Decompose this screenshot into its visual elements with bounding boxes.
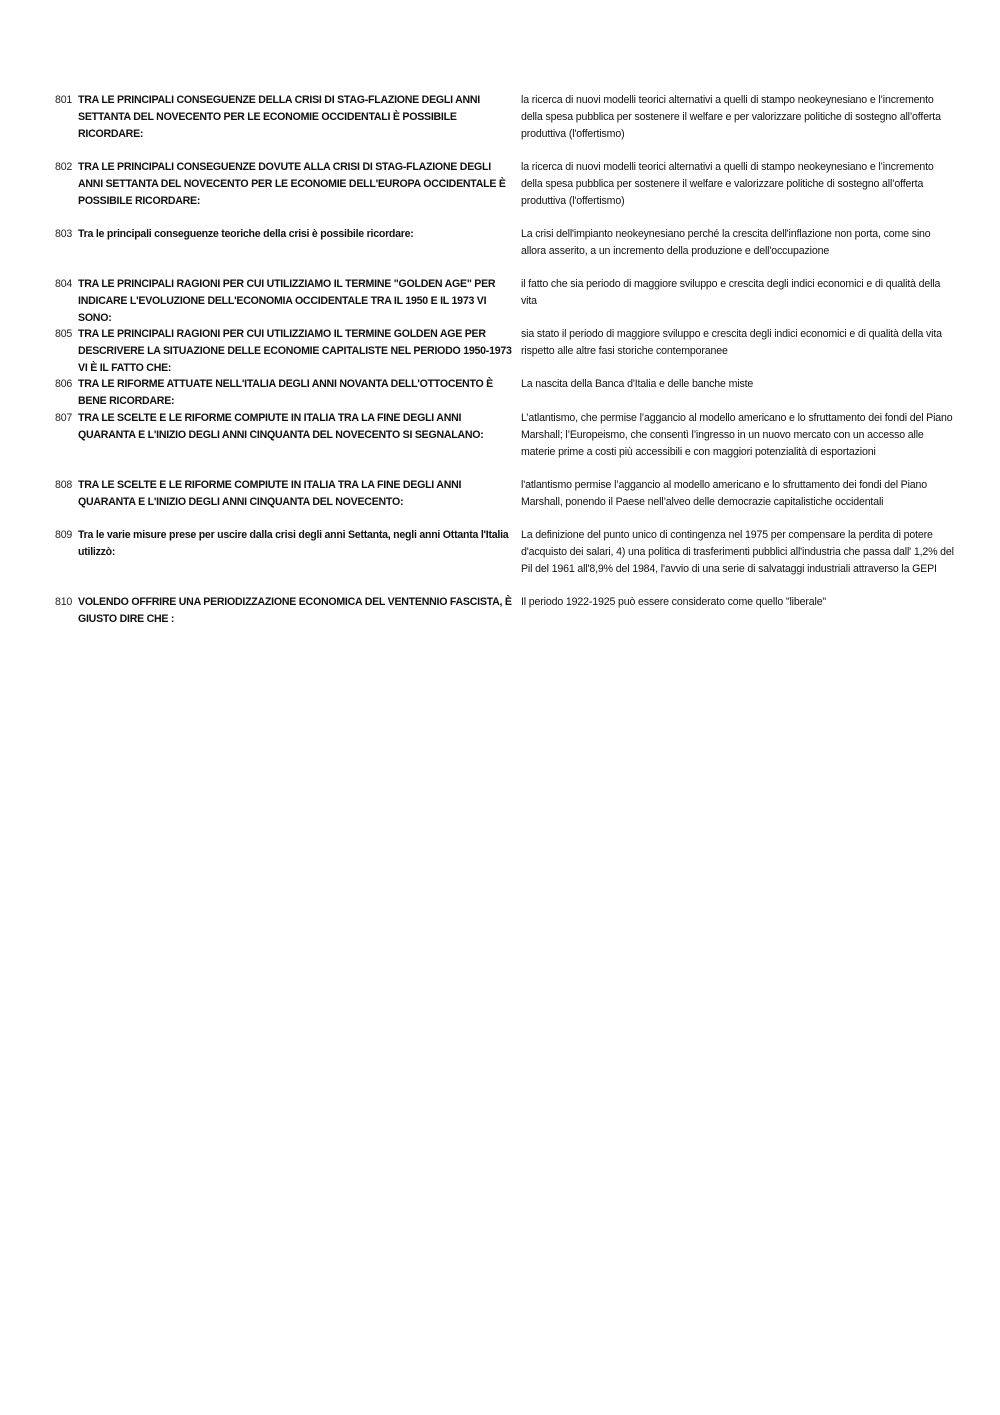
answer-text: La nascita della Banca d'Italia e delle banche miste	[521, 378, 754, 390]
question-answer-table	[55, 92, 955, 628]
table-row	[55, 477, 955, 527]
question-number: 801	[55, 94, 73, 106]
question-text: TRA LE SCELTE E LE RIFORME COMPIUTE IN ITALIA TRA LA FINE DEGLI ANNI QUARANTA E L'INIZIO DEGLI ANNI CINQUANTA DEL NOVECENTO:	[78, 479, 462, 508]
question-text: TRA LE PRINCIPALI CONSEGUENZE DOVUTE ALLA CRISI DI STAG-FLAZIONE DEGLI ANNI SETTANTA DEL NOVECENTO PER LE ECONOMIE DELL'EUROPA OCCIDENTALE È POSSIBILE RICORDARE:	[78, 161, 506, 207]
table-row	[55, 92, 955, 159]
answer-text: Il periodo 1922-1925 può essere considerato come quello "liberale"	[521, 596, 827, 608]
answer-text: la ricerca di nuovi modelli teorici alternativi a quelli di stampo neokeynesiano e l’incremento della spesa pubblica per sostenere il welfare e valorizzare politiche di sostegno all’offerta produttiva (l'offertismo)	[521, 161, 934, 207]
question-text: TRA LE PRINCIPALI RAGIONI PER CUI UTILIZZIAMO IL TERMINE "GOLDEN AGE" PER INDICARE L'EVOLUZIONE DELL'ECONOMIA OCCIDENTALE TRA IL 1950 E IL 1973 VI SONO:	[78, 278, 496, 324]
table-row	[55, 276, 955, 326]
question-text: TRA LE RIFORME ATTUATE NELL'ITALIA DEGLI ANNI NOVANTA DELL'OTTOCENTO È BENE RICORDARE:	[78, 378, 493, 407]
question-number: 802	[55, 161, 73, 173]
answer-text: sia stato il periodo di maggiore sviluppo e crescita degli indici economici e di qualità della vita rispetto alle altre fasi storiche contemporanee	[521, 328, 942, 357]
table-row	[55, 527, 955, 594]
question-number: 805	[55, 328, 73, 340]
table-row	[55, 594, 955, 628]
question-number: 810	[55, 596, 73, 608]
question-text: TRA LE PRINCIPALI RAGIONI PER CUI UTILIZZIAMO IL TERMINE GOLDEN AGE PER DESCRIVERE LA SITUAZIONE DELLE ECONOMIE CAPITALISTE NEL PERIODO 1950-1973 VI È IL FATTO CHE:	[78, 328, 512, 374]
table-row	[55, 326, 955, 376]
table-row	[55, 159, 955, 226]
question-text: Tra le principali conseguenze teoriche della crisi è possibile ricordare:	[78, 228, 414, 240]
answer-text: la ricerca di nuovi modelli teorici alternativi a quelli di stampo neokeynesiano e l’incremento della spesa pubblica per sostenere il welfare e per valorizzare politiche di sostegno all’offerta produttiva (l'offertismo)	[521, 94, 941, 140]
question-text: TRA LE SCELTE E LE RIFORME COMPIUTE IN ITALIA TRA LA FINE DEGLI ANNI QUARANTA E L'INIZIO DEGLI ANNI CINQUANTA DEL NOVECENTO SI SEGNALANO:	[78, 412, 484, 441]
question-number: 804	[55, 278, 73, 290]
question-text: VOLENDO OFFRIRE UNA PERIODIZZAZIONE ECONOMICA DEL VENTENNIO FASCISTA, È GIUSTO DIRE CHE :	[78, 596, 512, 625]
answer-text: il fatto che sia periodo di maggiore sviluppo e crescita degli indici economici e di qualità della vita	[521, 278, 941, 307]
question-number: 807	[55, 412, 73, 424]
question-text: TRA LE PRINCIPALI CONSEGUENZE DELLA CRISI DI STAG-FLAZIONE DEGLI ANNI SETTANTA DEL NOVECENTO PER LE ECONOMIE OCCIDENTALI È POSSIBILE RICORDARE:	[78, 94, 480, 140]
question-number: 803	[55, 228, 73, 240]
answer-text: L’atlantismo, che permise l’aggancio al modello americano e lo sfruttamento dei fondi del Piano Marshall; l’Europeismo, che consentì l’ingresso in un nuovo mercato con un accesso alle materie prime a costi più accessibili e con maggiori potenzialità di esportazioni	[521, 412, 953, 458]
question-number: 808	[55, 479, 73, 491]
answer-text: La crisi dell'impianto neokeynesiano perché la crescita dell'inflazione non porta, come sino allora asserito, a un incremento della produzione e dell'occupazione	[521, 228, 931, 257]
answer-text: l'atlantismo permise l’aggancio al modello americano e lo sfruttamento dei fondi del Piano Marshall, ponendo il Paese nell’alveo delle democrazie capitalistiche occidentali	[521, 479, 928, 508]
table-row	[55, 410, 955, 477]
question-text: Tra le varie misure prese per uscire dalla crisi degli anni Settanta, negli anni Ottanta l'Italia utilizzò:	[78, 529, 509, 558]
table-row	[55, 376, 955, 410]
question-number: 806	[55, 378, 73, 390]
table-row	[55, 226, 955, 276]
question-number: 809	[55, 529, 73, 541]
answer-text: La definizione del punto unico di contingenza nel 1975 per compensare la perdita di potere d'acquisto dei salari, 4) una politica di trasferimenti pubblici all'industria che passa dall' 1,2% del Pil del 1961 all'8,9% del 1984, l'avvio di una serie di salvataggi industriali attraverso la GEPI	[521, 529, 954, 575]
